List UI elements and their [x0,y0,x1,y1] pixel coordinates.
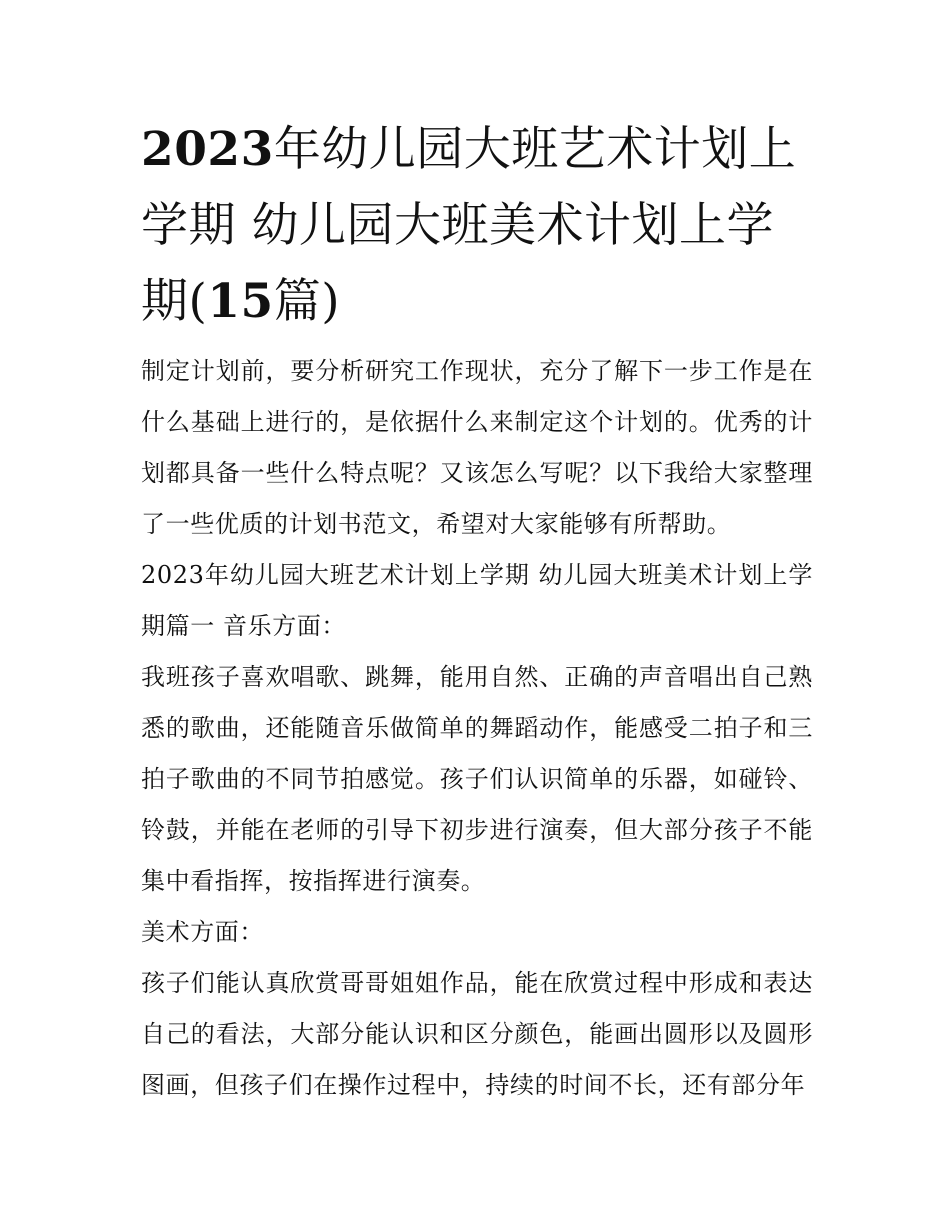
title-tail: 篇) [273,274,341,329]
art-heading: 美术方面： [141,918,264,946]
art-paragraph: 孩子们能认真欣赏哥哥姐姐作品，能在欣赏过程中形成和表达自己的看法，大部分能认识和区分颜色，能画出圆形以及圆形图画，但孩子们在操作过程中，持续的时间不长，还有部分年 [141,969,813,1099]
document-title [141,112,813,340]
title-text: 年幼儿园大班艺术计划上学期 幼儿园大班美术计划上学期( [141,122,797,329]
document-title-block [141,112,813,340]
section-heading: 2023年幼儿园大班艺术计划上学期 幼儿园大班美术计划上学期篇一 音乐方面： [141,561,813,640]
title-year: 2023 [141,122,274,177]
music-paragraph: 我班孩子喜欢唱歌、跳舞，能用自然、正确的声音唱出自己熟悉的歌曲，还能随音乐做简单的舞蹈动作，能感受二拍子和三拍子歌曲的不同节拍感觉。孩子们认识简单的乐器，如碰铃、铃鼓，并能在老师的引导下初步进行演奏，但大部分孩子不能集中看指挥，按指挥进行演奏。 [141,663,813,895]
intro-paragraph: 制定计划前，要分析研究工作现状，充分了解下一步工作是在什么基础上进行的，是依据什么来制定这个计划的。优秀的计划都具备一些什么特点呢？又该怎么写呢？以下我给大家整理了一些优质的计划书范文，希望对大家能够有所帮助。 [141,357,813,538]
document-page [141,112,813,1111]
title-count: 15 [207,274,274,329]
